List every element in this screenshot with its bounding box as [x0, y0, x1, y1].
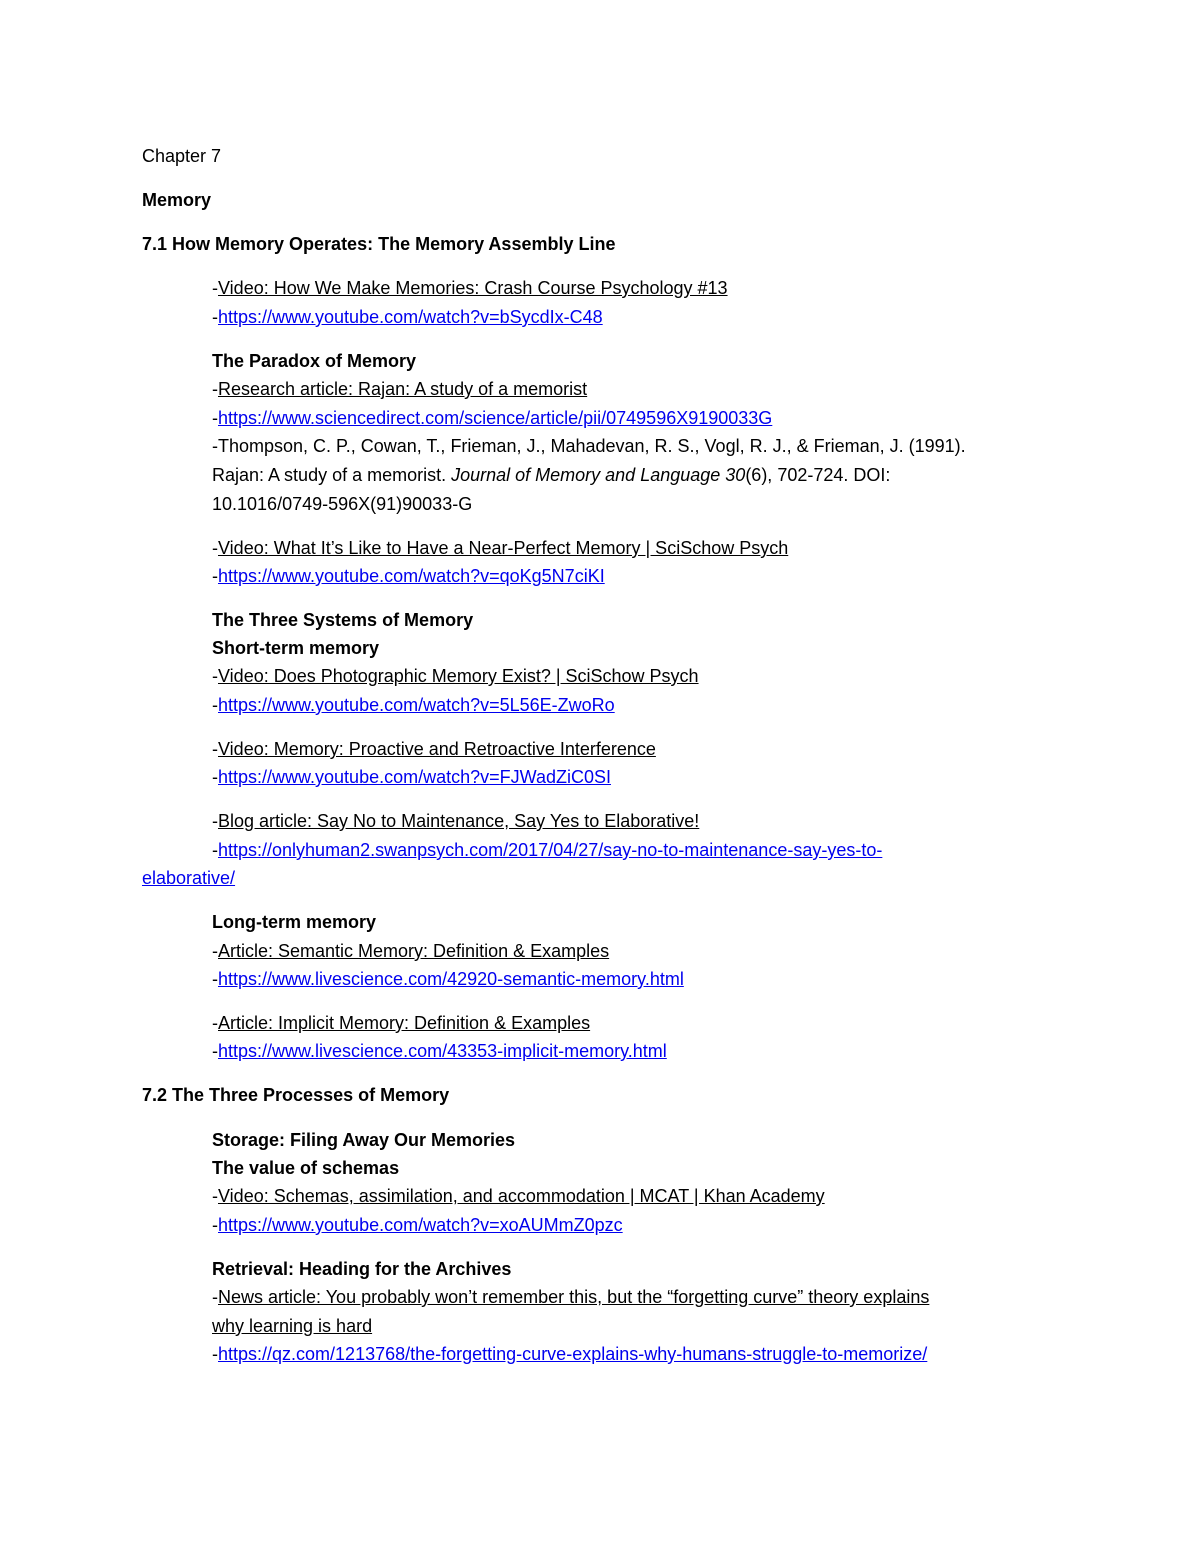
chapter-title: Memory: [142, 190, 212, 210]
paradox-heading: The Paradox of Memory: [212, 351, 417, 371]
video-2-label: Video: What It’s Like to Have a Near-Perfect Memory | SciSchow Psych: [218, 538, 789, 558]
news-label-part-1: News article: You probably won’t remember this, but the “forgetting curve” theory explains: [218, 1287, 930, 1307]
video-5-link[interactable]: https://www.youtube.com/watch?v=xoAUMmZ0pzc: [218, 1215, 623, 1235]
citation-doi: 10.1016/0749-596X(91)90033-G: [212, 494, 473, 514]
citation-line-1: -Thompson, C. P., Cowan, T., Frieman, J., Mahadevan, R. S., Vogl, R. J., & Frieman, J. (1991).: [212, 436, 966, 456]
news-label-line-1: -News article: You probably won’t remember this, but the “forgetting curve” theory explains: [212, 1287, 930, 1307]
video-5-label: Video: Schemas, assimilation, and accommodation | MCAT | Khan Academy: [218, 1186, 825, 1206]
section-7-1-heading: 7.1 How Memory Operates: The Memory Assembly Line: [142, 234, 616, 254]
video-2-link[interactable]: https://www.youtube.com/watch?v=qoKg5N7ciKI: [218, 566, 605, 586]
video-3-label-line: -Video: Does Photographic Memory Exist? | SciSchow Psych: [212, 666, 699, 686]
blog-link-line-2: [142, 864, 235, 892]
article-2-link-line: -https://www.livescience.com/43353-implicit-memory.html: [212, 1041, 667, 1061]
video-3-label: Video: Does Photographic Memory Exist? | SciSchow Psych: [218, 666, 699, 686]
storage-heading: Storage: Filing Away Our Memories: [212, 1130, 516, 1150]
citation-pages: (6), 702-724. DOI:: [745, 465, 891, 485]
news-link-line: -https://qz.com/1213768/the-forgetting-curve-explains-why-humans-struggle-to-memorize/: [212, 1344, 928, 1364]
news-label-line-2: [212, 1312, 372, 1340]
video-3-link[interactable]: https://www.youtube.com/watch?v=5L56E-ZwoRo: [218, 695, 615, 715]
video-4-label: Video: Memory: Proactive and Retroactive Interference: [218, 739, 656, 759]
blog-link-part-2[interactable]: elaborative/: [142, 868, 236, 888]
article-1-label: Article: Semantic Memory: Definition & Examples: [218, 941, 610, 961]
video-1-label-line: -Video: How We Make Memories: Crash Course Psychology #13: [212, 278, 728, 298]
video-4-link[interactable]: https://www.youtube.com/watch?v=FJWadZiC0SI: [218, 767, 611, 787]
article-2-label-line: -Article: Implicit Memory: Definition & Examples: [212, 1013, 591, 1033]
research-article-label: Research article: Rajan: A study of a memorist: [218, 379, 588, 399]
three-systems-heading: The Three Systems of Memory: [212, 610, 474, 630]
retrieval-heading: Retrieval: Heading for the Archives: [212, 1259, 512, 1279]
article-1-label-line: -Article: Semantic Memory: Definition & Examples: [212, 941, 610, 961]
blog-label-line: -Blog article: Say No to Maintenance, Say Yes to Elaborative!: [212, 811, 700, 831]
article-1-link[interactable]: https://www.livescience.com/42920-semantic-memory.html: [218, 969, 684, 989]
video-4-label-line: -Video: Memory: Proactive and Retroactive Interference: [212, 739, 656, 759]
research-article-label-line: -Research article: Rajan: A study of a memorist: [212, 379, 588, 399]
article-2-link[interactable]: https://www.livescience.com/43353-implicit-memory.html: [218, 1041, 667, 1061]
video-5-label-line: -Video: Schemas, assimilation, and accommodation | MCAT | Khan Academy: [212, 1186, 825, 1206]
citation-line-2: [212, 461, 890, 489]
video-4-link-line: -https://www.youtube.com/watch?v=FJWadZiC0SI: [212, 767, 611, 787]
video-1-link-line: -https://www.youtube.com/watch?v=bSycdIx-C48: [212, 307, 603, 327]
video-3-link-line: -https://www.youtube.com/watch?v=5L56E-ZwoRo: [212, 695, 615, 715]
research-article-link[interactable]: https://www.sciencedirect.com/science/article/pii/0749596X9190033G: [218, 408, 773, 428]
video-2-label-line: -Video: What It’s Like to Have a Near-Perfect Memory | SciSchow Psych: [212, 538, 789, 558]
citation-journal: Journal of Memory and Language 30: [451, 465, 746, 485]
video-1-label: Video: How We Make Memories: Crash Course Psychology #13: [218, 278, 728, 298]
article-2-label: Article: Implicit Memory: Definition & Examples: [218, 1013, 591, 1033]
citation-title: Rajan: A study of a memorist.: [212, 465, 452, 485]
video-5-link-line: -https://www.youtube.com/watch?v=xoAUMmZ0pzc: [212, 1215, 623, 1235]
short-term-memory-heading: Short-term memory: [212, 638, 380, 658]
blog-label: Blog article: Say No to Maintenance, Say Yes to Elaborative!: [218, 811, 700, 831]
long-term-memory-heading: Long-term memory: [212, 912, 377, 932]
chapter-number: Chapter 7: [142, 146, 222, 166]
news-label-part-2: why learning is hard: [212, 1316, 373, 1336]
blog-link-part-1[interactable]: https://onlyhuman2.swanpsych.com/2017/04/27/say-no-to-maintenance-say-yes-to-: [218, 840, 883, 860]
schemas-heading: The value of schemas: [212, 1158, 400, 1178]
blog-link-line: -https://onlyhuman2.swanpsych.com/2017/04/27/say-no-to-maintenance-say-yes-to-: [212, 840, 883, 860]
video-2-link-line: -https://www.youtube.com/watch?v=qoKg5N7ciKI: [212, 566, 605, 586]
news-link[interactable]: https://qz.com/1213768/the-forgetting-curve-explains-why-humans-struggle-to-memorize/: [218, 1344, 928, 1364]
section-7-2-heading: 7.2 The Three Processes of Memory: [142, 1085, 450, 1105]
video-1-link[interactable]: https://www.youtube.com/watch?v=bSycdIx-C48: [218, 307, 603, 327]
research-article-link-line: -https://www.sciencedirect.com/science/article/pii/0749596X9190033G: [212, 408, 773, 428]
article-1-link-line: -https://www.livescience.com/42920-semantic-memory.html: [212, 969, 684, 989]
